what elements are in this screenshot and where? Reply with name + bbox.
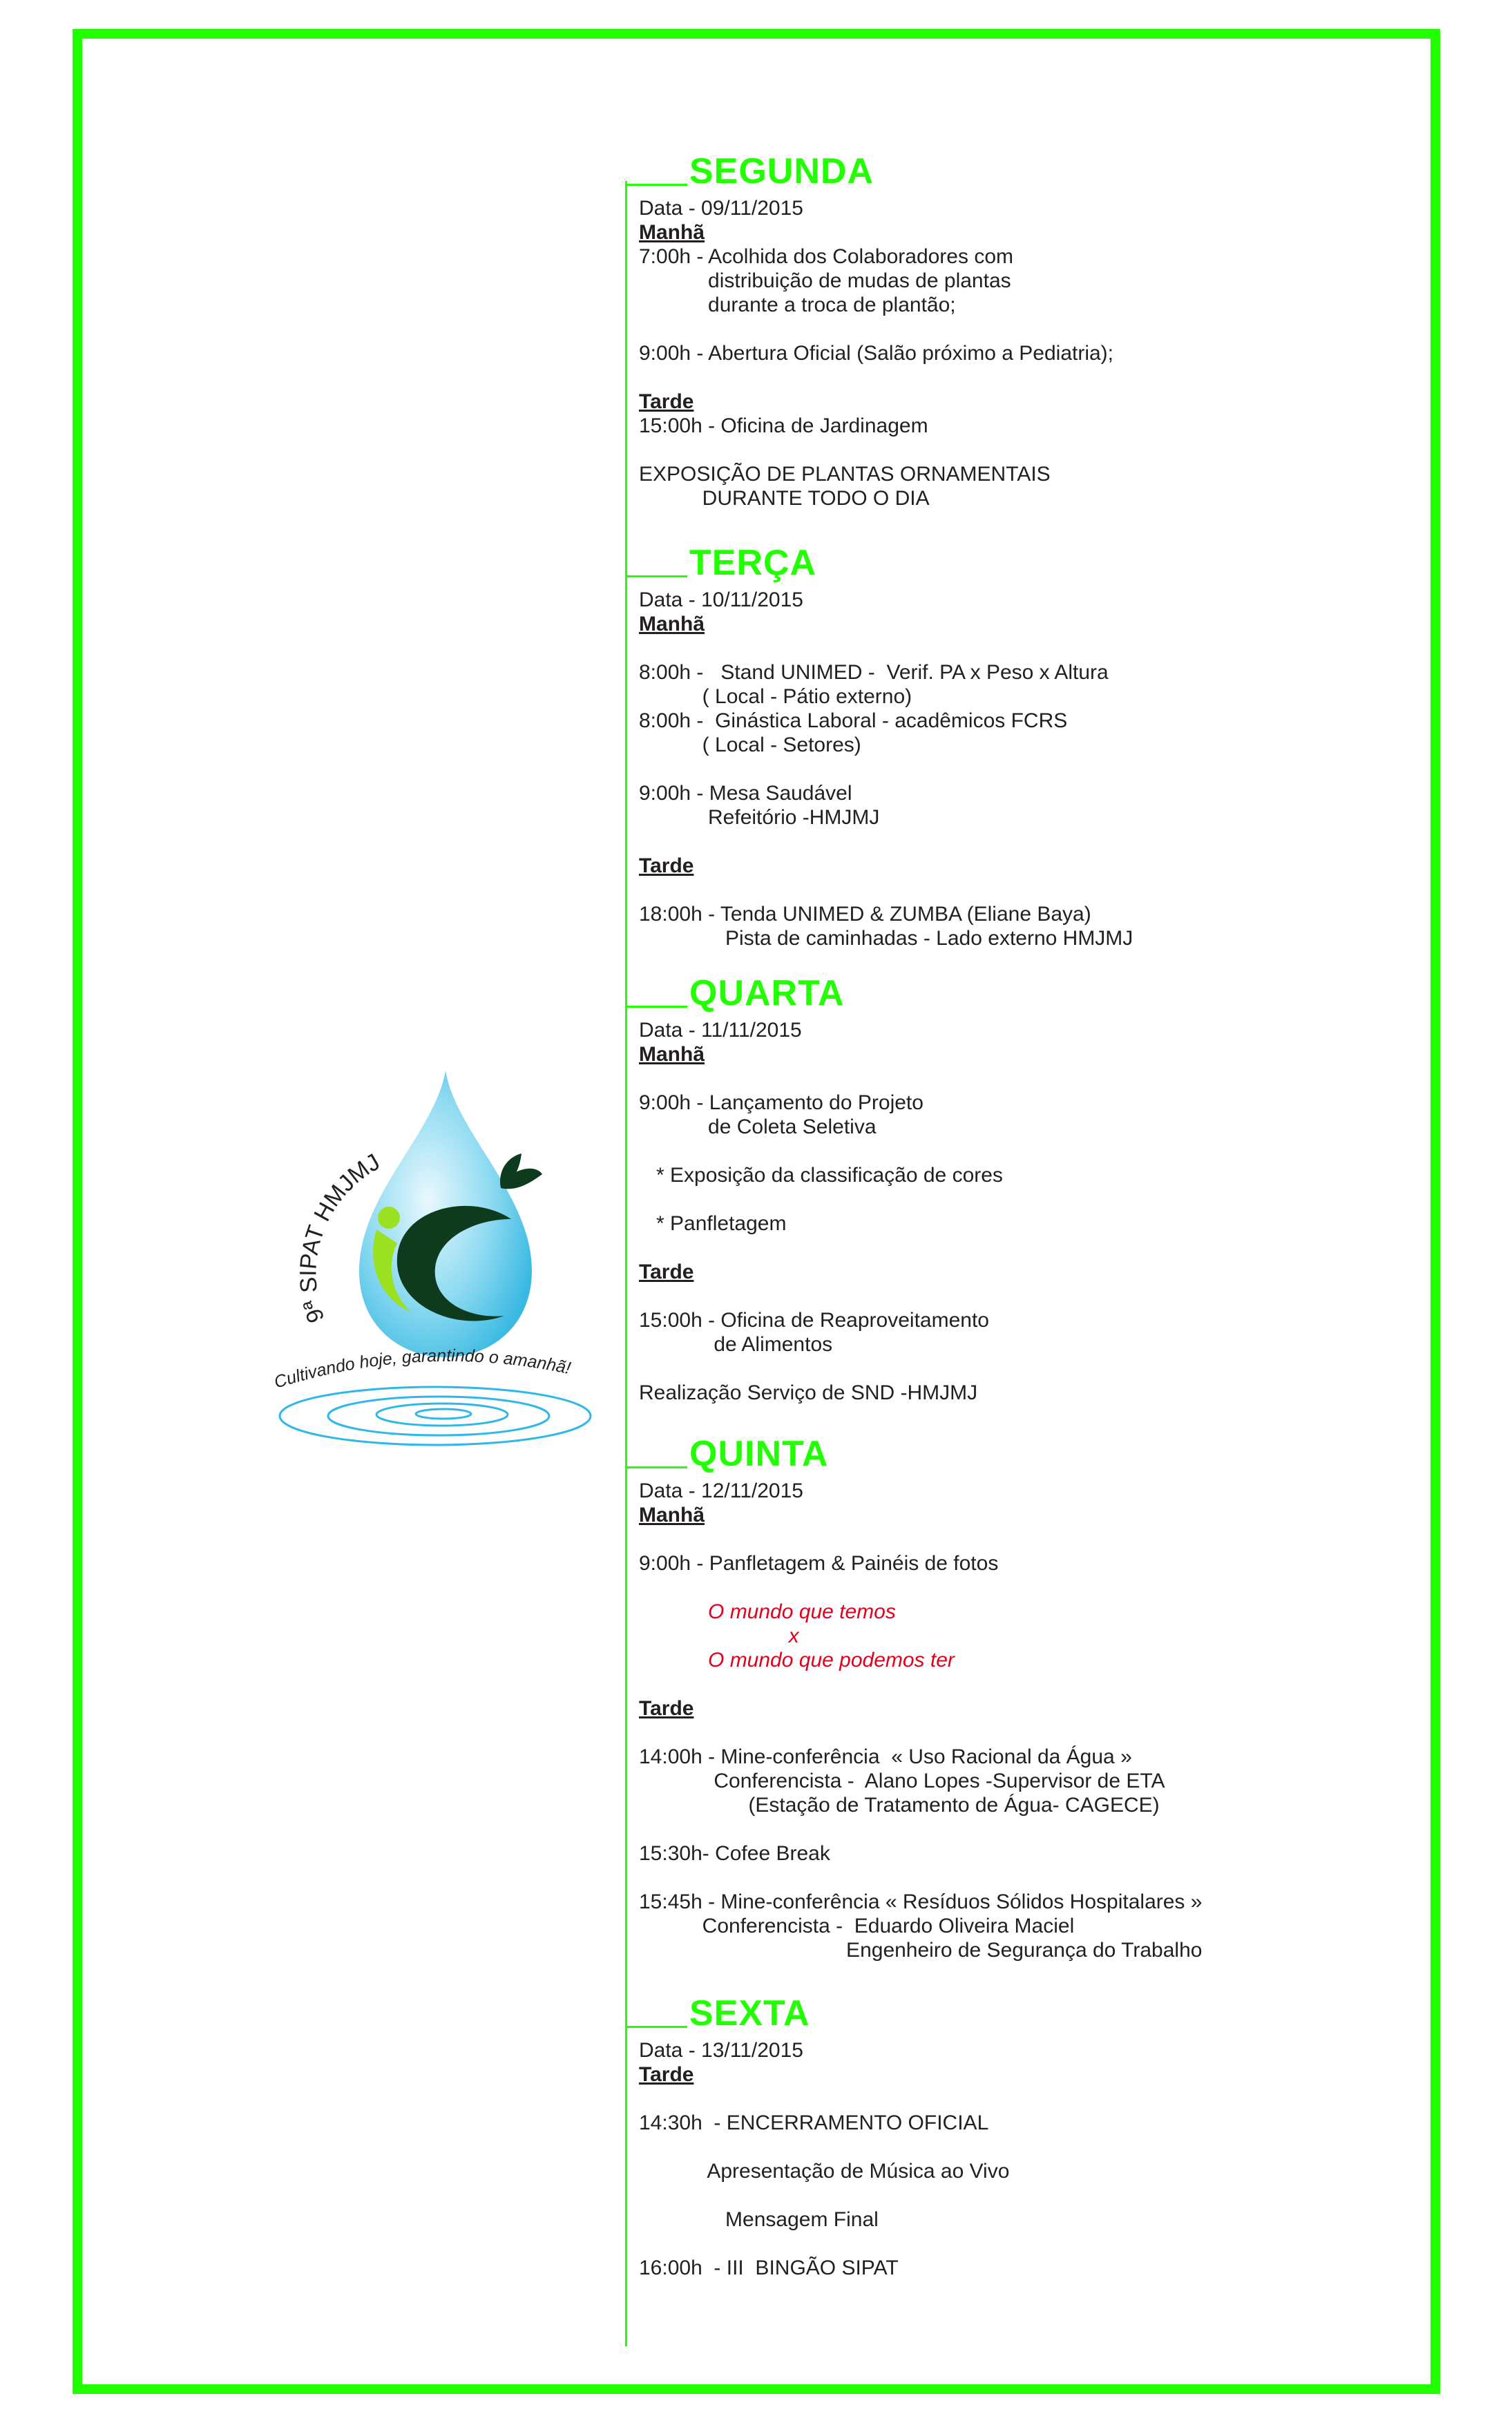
schedule-line: de Alimentos xyxy=(639,1333,833,1356)
schedule-line: 14:30h - ENCERRAMENTO OFICIAL xyxy=(639,2111,989,2134)
schedule-line: 9:00h - Panfletagem & Painéis de fotos xyxy=(639,1552,999,1575)
schedule-line: Engenheiro de Segurança do Trabalho xyxy=(639,1939,1203,1962)
schedule-line: x xyxy=(639,1625,799,1647)
schedule-line: O mundo que temos xyxy=(639,1600,896,1623)
day-title-segunda: SEGUNDA xyxy=(689,151,874,191)
schedule-line: Data - 10/11/2015 xyxy=(639,588,803,611)
spacer xyxy=(639,1357,1399,1381)
schedule-line: 8:00h - Stand UNIMED - Verif. PA x Peso x Altura xyxy=(639,661,1109,684)
schedule-line: 16:00h - III BINGÃO SIPAT xyxy=(639,2257,899,2279)
spacer xyxy=(639,1576,1399,1600)
schedule-line: 15:45h - Mine-conferência « Resíduos Sólidos Hospitalares » xyxy=(639,1890,1203,1913)
day-connector xyxy=(625,2026,687,2028)
spacer xyxy=(639,636,1399,660)
schedule-line: Manhã xyxy=(639,1504,705,1526)
day-title-quarta: QUARTA xyxy=(689,973,845,1013)
schedule-line: (Estação de Tratamento de Água- CAGECE) xyxy=(639,1794,1160,1817)
logo-arc-text: 9ª SIPAT HMJMJ xyxy=(295,1149,385,1326)
schedule-line: 14:00h - Mine-conferência « Uso Racional da Água » xyxy=(639,1745,1132,1768)
spacer xyxy=(639,1721,1399,1745)
schedule-line: Data - 11/11/2015 xyxy=(639,1019,802,1042)
spacer xyxy=(639,1066,1399,1091)
spacer xyxy=(639,2183,1399,2207)
schedule-line: 9:00h - Lançamento do Projeto xyxy=(639,1091,924,1114)
day-title-quinta: QUINTA xyxy=(689,1434,829,1474)
day-connector xyxy=(625,1006,687,1008)
logo-slogan: Cultivando hoje, garantindo o amanhã! xyxy=(271,1345,573,1392)
day-connector xyxy=(625,1466,687,1468)
schedule-line: Manhã xyxy=(639,221,705,244)
spacer xyxy=(639,1139,1399,1163)
day-title-sexta: SEXTA xyxy=(689,1993,810,2033)
schedule-line: Data - 09/11/2015 xyxy=(639,197,803,220)
schedule-line: Apresentação de Música ao Vivo xyxy=(639,2160,1010,2183)
schedule-line: ( Local - Setores) xyxy=(639,734,861,756)
schedule-line: * Panfletagem xyxy=(639,1212,787,1235)
spacer xyxy=(639,2135,1399,2159)
schedule-line: Realização Serviço de SND -HMJMJ xyxy=(639,1381,978,1404)
timeline-line xyxy=(625,181,627,2346)
schedule-line: 9:00h - Abertura Oficial (Salão próximo a Pediatria); xyxy=(639,342,1113,365)
schedule-line: Pista de caminhadas - Lado externo HMJMJ xyxy=(639,927,1133,950)
schedule-line: Conferencista - Eduardo Oliveira Maciel xyxy=(639,1915,1075,1937)
spacer xyxy=(639,2087,1399,2111)
schedule-line: Tarde xyxy=(639,854,694,877)
schedule-line: Tarde xyxy=(639,390,694,413)
schedule-line: 18:00h - Tenda UNIMED & ZUMBA (Eliane Baya) xyxy=(639,903,1091,926)
schedule-line: Manhã xyxy=(639,1043,705,1066)
spacer xyxy=(639,878,1399,902)
spacer xyxy=(639,1187,1399,1212)
program-title: Programação SIPAT 2015 xyxy=(113,656,191,1499)
schedule-line: EXPOSIÇÃO DE PLANTAS ORNAMENTAIS xyxy=(639,463,1051,486)
spacer xyxy=(639,1527,1399,1551)
spacer xyxy=(639,2232,1399,2256)
spacer xyxy=(639,1284,1399,1308)
schedule-line: distribuição de mudas de plantas xyxy=(639,269,1011,292)
schedule-line: Manhã xyxy=(639,613,705,635)
day-body-quinta xyxy=(639,1479,1399,1962)
day-title-terca: TERÇA xyxy=(689,543,817,583)
schedule-line: 7:00h - Acolhida dos Colaboradores com xyxy=(639,245,1013,268)
day-body-sexta xyxy=(639,2038,1399,2280)
day-connector xyxy=(625,575,687,577)
spacer xyxy=(639,830,1399,854)
schedule-line: 9:00h - Mesa Saudável xyxy=(639,782,852,805)
spacer xyxy=(639,438,1399,462)
spacer xyxy=(639,365,1399,390)
schedule-line: * Exposição da classificação de cores xyxy=(639,1164,1003,1187)
schedule-line: 15:00h - Oficina de Reaproveitamento xyxy=(639,1309,989,1332)
schedule-line: Tarde xyxy=(639,1261,694,1283)
spacer xyxy=(639,317,1399,341)
ripples xyxy=(280,1387,591,1445)
spacer xyxy=(639,1817,1399,1841)
schedule-line: DURANTE TODO O DIA xyxy=(639,487,930,510)
schedule-line: O mundo que podemos ter xyxy=(639,1649,955,1672)
spacer xyxy=(639,757,1399,781)
schedule-line: Data - 13/11/2015 xyxy=(639,2039,803,2062)
day-connector xyxy=(625,184,687,186)
schedule-line: Conferencista - Alano Lopes -Supervisor de ETA xyxy=(639,1770,1165,1792)
day-body-quarta xyxy=(639,1018,1399,1405)
schedule-line: 15:00h - Oficina de Jardinagem xyxy=(639,414,928,437)
day-body-terca xyxy=(639,588,1399,950)
schedule-line: ( Local - Pátio externo) xyxy=(639,685,912,708)
day-body-segunda xyxy=(639,196,1399,510)
sipat-logo xyxy=(262,1050,608,1450)
schedule-line: 8:00h - Ginástica Laboral - acadêmicos FCRS xyxy=(639,709,1068,732)
spacer xyxy=(639,1866,1399,1890)
schedule-line: Tarde xyxy=(639,1697,694,1720)
schedule-line: de Coleta Seletiva xyxy=(639,1115,877,1138)
figure-head xyxy=(378,1207,400,1229)
schedule-line: durante a troca de plantão; xyxy=(639,294,956,316)
spacer xyxy=(639,1672,1399,1696)
spacer xyxy=(639,1236,1399,1260)
schedule-line: Mensagem Final xyxy=(639,2208,879,2231)
schedule-line: 15:30h- Cofee Break xyxy=(639,1842,830,1865)
schedule-line: Refeitório -HMJMJ xyxy=(639,806,880,829)
schedule-line: Tarde xyxy=(639,2063,694,2086)
schedule-line: Data - 12/11/2015 xyxy=(639,1479,803,1502)
